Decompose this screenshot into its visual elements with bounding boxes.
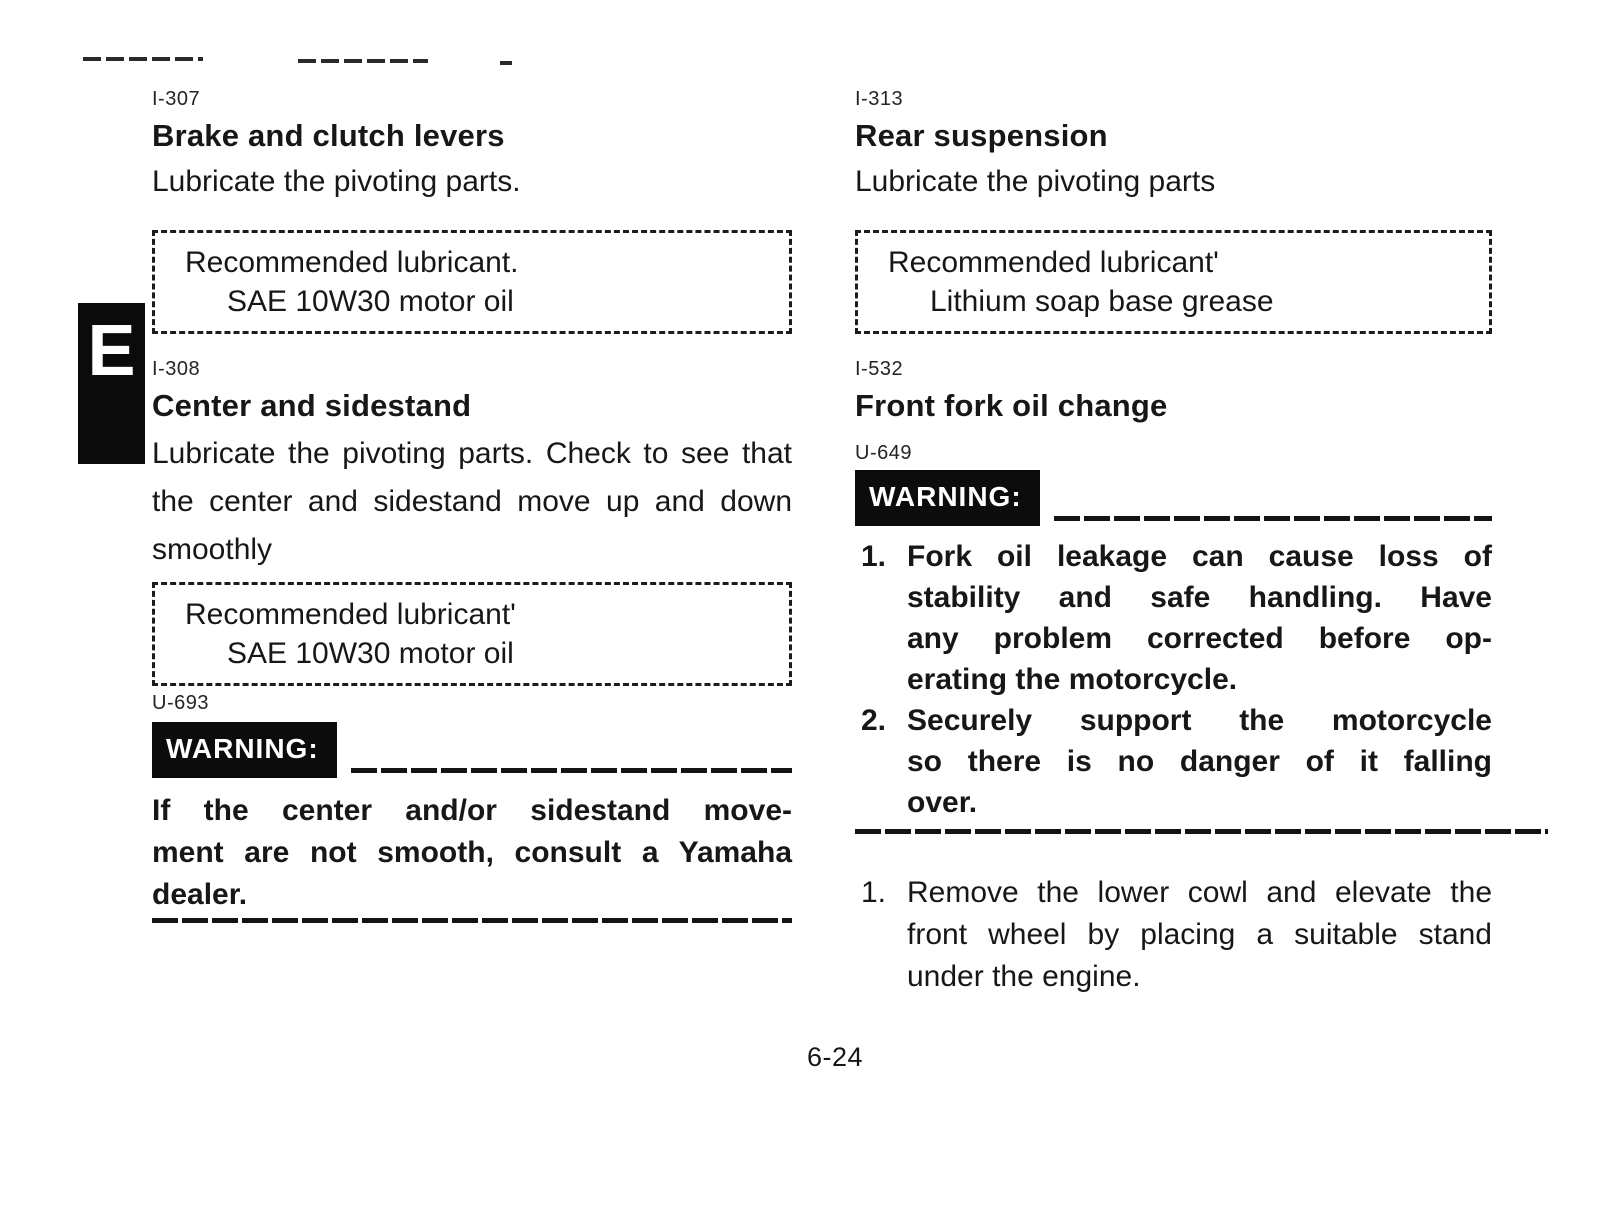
section-body: Lubricate the pivoting parts [855,165,1216,198]
paragraph-code: U-693 [152,692,209,714]
section-body: Lubricate the pivoting parts. [152,165,521,198]
section-heading-front-fork-oil-change: Front fork oil change [855,388,1168,423]
recommended-lubricant-box [855,230,1492,334]
warning-list-item [855,536,1492,700]
warning-text-line: If the center and/or sidestand move- [152,794,792,827]
list-item-body [907,536,1492,700]
scan-artifact-dash [298,59,428,63]
warning-paragraph [152,790,792,916]
paragraph-code: U-649 [855,442,912,464]
spec-box-title: Recommended lubricant. [185,246,519,279]
section-tab-e [78,303,145,464]
warning-text-line: over. [907,786,978,819]
step-text-line: front wheel by placing a suitable stand [907,918,1492,951]
section-heading-brake-clutch-levers: Brake and clutch levers [152,118,505,153]
list-item-body [907,872,1492,998]
section-tab-letter: E [87,311,136,391]
spec-box-value: Lithium soap base grease [930,285,1274,318]
warning-header [855,470,1492,526]
spec-box-title: Recommended lubricant' [888,246,1219,279]
step-text-line: Remove the lower cowl and elevate the [907,876,1492,909]
warning-rule [1054,516,1492,521]
left-column [152,86,792,923]
warning-rule [351,768,792,773]
warning-header [152,722,792,778]
section-heading-rear-suspension: Rear suspension [855,118,1108,153]
warning-text-line: any problem corrected before op- [907,622,1492,655]
warning-list-item [855,700,1492,823]
warning-text-line: Fork oil leakage can cause loss of [907,540,1492,573]
list-item-number: 1. [861,540,887,573]
spec-box-title: Recommended lubricant' [185,598,516,631]
warning-text-line: erating the motorcycle. [907,663,1238,696]
scan-artifact-dash [500,61,512,65]
list-item-body [907,700,1492,823]
body-text-line: the center and sidestand move up and down [152,485,792,518]
paragraph-code: I-532 [855,358,904,380]
paragraph-code: I-307 [152,88,201,110]
recommended-lubricant-box [152,230,792,334]
warning-text-line: dealer. [152,878,248,911]
warning-badge: WARNING: [152,722,337,778]
page-number: 6-24 [806,1042,864,1072]
spec-box-value: SAE 10W30 motor oil [227,637,514,670]
list-item-number: 2. [861,704,887,737]
warning-text-line: so there is no danger of it falling [907,745,1492,778]
section-heading-center-sidestand: Center and sidestand [152,388,472,423]
right-column [855,86,1492,998]
step-text-line: under the engine. [907,960,1141,993]
body-text-line: smoothly [152,533,273,566]
section-body [152,430,792,574]
spec-box-value: SAE 10W30 motor oil [227,285,514,318]
warning-text-line: Securely support the motorcycle [907,704,1492,737]
scan-artifact-dash [83,57,203,61]
warning-text-line: stability and safe handling. Have [907,581,1492,614]
procedure-step [855,872,1492,998]
list-item-number: 1. [861,876,887,909]
warning-badge: WARNING: [855,470,1040,526]
warning-numbered-list [855,536,1492,823]
body-text-line: Lubricate the pivoting parts. Check to see that [152,437,792,470]
paragraph-code: I-313 [855,88,904,110]
recommended-lubricant-box [152,582,792,686]
paragraph-code: I-308 [152,358,201,380]
section-divider-rule [855,829,1548,834]
warning-text-line: ment are not smooth, consult a Yamaha [152,836,792,869]
procedure-step-list [855,872,1492,998]
section-divider-rule [152,918,792,923]
